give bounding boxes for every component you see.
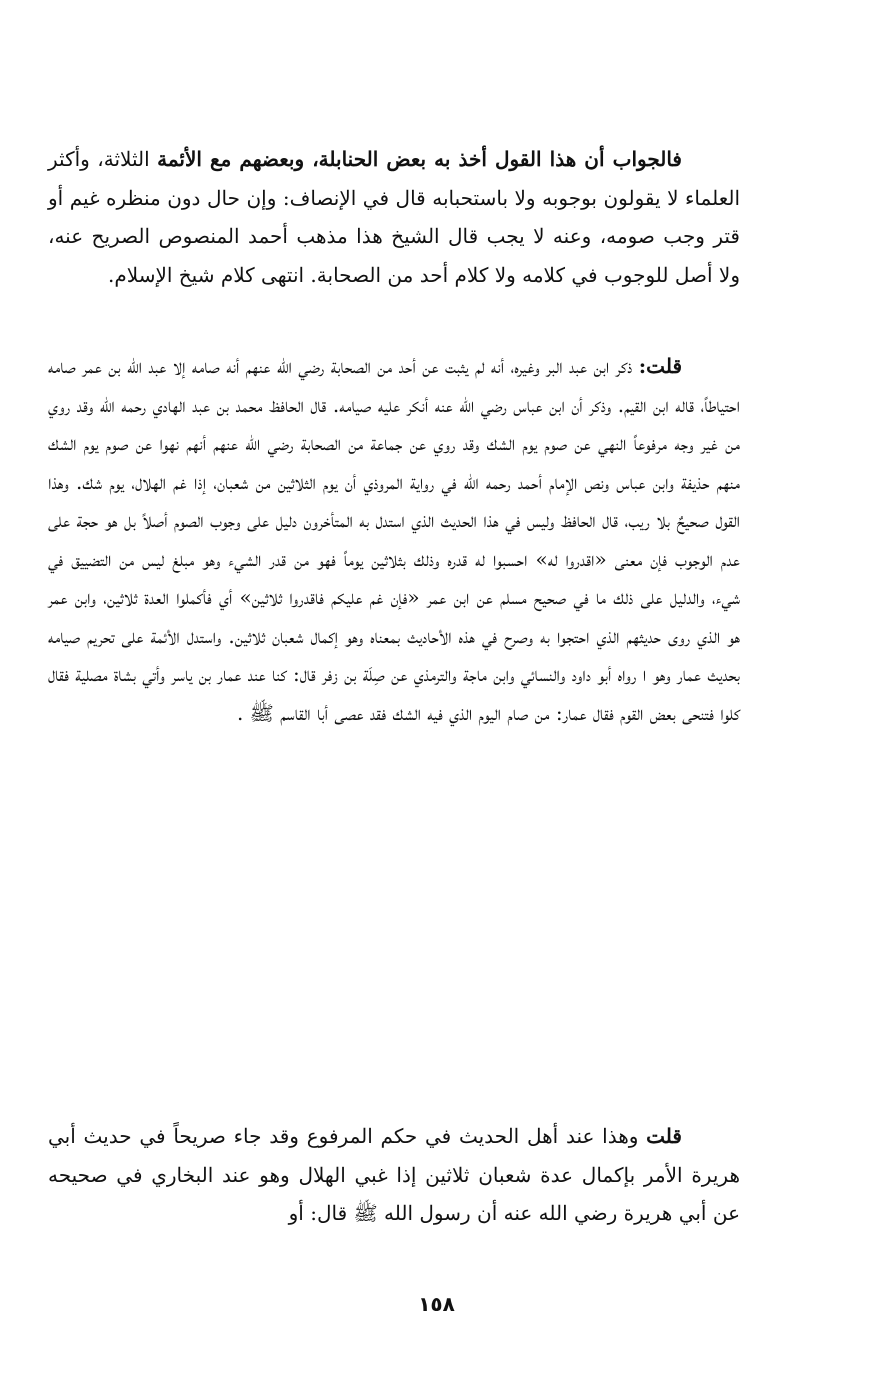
paragraph-1-body: الثلاثة، وأكثر العلماء لا يقولون بوجوبه ولا باستحبابه قال في الإنصاف: وإن حال دون منظره غيم أو قتر وجب صومه، وعنه لا يجب قال الشيخ هذا مذهب أحمد المنصوص الصريح عنه، ولا أصل للوجوب في كلامه ولا كلام أحد من الصحابة. انتهى كلام شيخ الإسلام. <box>48 147 740 287</box>
paragraph-3 <box>48 1117 740 1233</box>
first-comment-paragraph <box>48 347 740 732</box>
paragraph-3-body: وهذا عند أهل الحديث في حكم المرفوع وقد جاء صريحاً في حديث أبي هريرة الأمر بإكمال عدة شعبان ثلاثين إذا غبي الهلال وهو عند البخاري في صحيحه عن أبي هريرة رضي الله عنه أن رسول الله ﷺ قال: أو <box>48 1124 740 1225</box>
paragraph-2-body: ذكر ابن عبد البر وغيره، أنه لم يثبت عن أحد من الصحابة رضي الله عنهم أنه صامه إلا عبد الله بن عمر صامه احتياطاً، قاله ابن القيم. وذكر أن ابن عباس رضي الله عنه أنكر عليه صيامه. قال الحافظ محمد بن عبد الهادي رحمه الله وقد روي من غير وجه مرفوعاً النهي عن صوم يوم الشك وقد روي عن جماعة من الصحابة رضي الله عنهم أنهم نهوا عن صوم يوم الشك منهم حذيفة وابن عباس ونص الإمام أحمد رحمه الله في رواية المروذي أن يوم الثلاثين من شعبان، إذا غم الهلال، يوم شك. وهذا القول صحيحٌ بلا ريب، قال الحافظ وليس في هذا الحديث الذي استدل به المتأخرون دليل على وجوب الصوم أصلاً بل هو حجة على عدم الوجوب فإن معنى «اقدروا له» احسبوا له قدره وذلك بثلاثين يوماً فهو من قدر الشيء وهو مبلغ ليس من التضييق في شيء، والدليل على ذلك ما في صحيح مسلم عن ابن عمر «فإن غم عليكم فاقدروا ثلاثين» أي فأكملوا العدة ثلاثين، وابن عمر هو الذي روى حديثهم الذي احتجوا به وصرح في هذه الأحاديث بمعناه وهو إكمال شعبان ثلاثين. واستدل الأئمة على تحريم صيامه بحديث عمار وهو ا رواه أبو داود والنسائي وابن ماجة والترمذي عن صِلَة بن زفر قال: كنا عند عمار بن ياسر وأتي بشاة مصلية فقال كلوا فتنحى بعض القوم فقال عمار: من صام اليوم الذي فيه الشك فقد عصى أبا القاسم ﷺ . <box>48 354 740 725</box>
paragraph-2 <box>48 347 740 732</box>
paragraph-1 <box>48 140 740 294</box>
answer-paragraph <box>48 140 740 294</box>
paragraph-1-lead: فالجواب أن هذا القول أخذ به بعض الحنابلة، وبعضهم مع الأئمة <box>157 147 682 171</box>
paragraph-2-lead: قلت: <box>638 354 682 378</box>
second-comment-paragraph <box>48 1117 740 1233</box>
paragraph-3-lead: قلت <box>646 1124 682 1148</box>
page-number: ١٥٨ <box>418 1292 455 1316</box>
